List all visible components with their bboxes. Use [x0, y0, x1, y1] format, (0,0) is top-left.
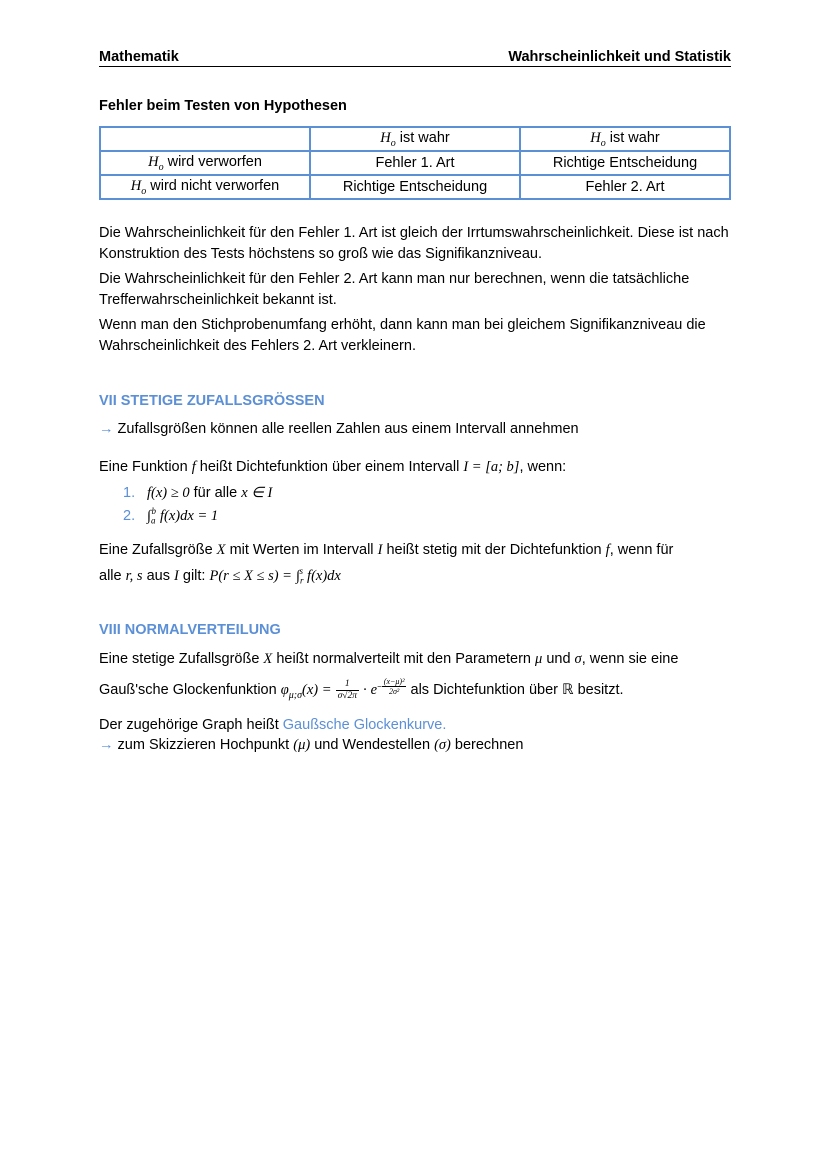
table-header-cell: $H_o$ ist wahr — [310, 127, 520, 151]
arrow-icon: → — [99, 421, 114, 437]
table-cell: Fehler 2. Art — [520, 175, 730, 199]
bell-curve-link[interactable]: Gaußsche Glockenkurve. — [282, 717, 447, 733]
paragraph-error-type-2: Die Wahrscheinlichkeit für den Fehler 2. Art kann man nur berechnen, wenn die tatsächliche Trefferwahrscheinlichkeit bekannt ist. — [99, 271, 690, 308]
table-row-label: $H_o$ wird nicht verworfen — [100, 175, 310, 199]
density-definition: Eine Funktion f heißt Dichtefunktion über einem Intervall I = [a; b], wenn: — [99, 459, 567, 475]
section-title-continuous: VII STETIGE ZUFALLSGRÖSSEN — [99, 393, 325, 409]
page-header — [99, 49, 731, 67]
continuous-intro: → Zufallsgrößen können alle reellen Zahlen aus einem Intervall annehmen — [99, 421, 579, 437]
table-cell: Richtige Entscheidung — [310, 175, 520, 199]
section-title-normal: VIII NORMALVERTEILUNG — [99, 622, 281, 638]
arrow-icon: → — [99, 737, 114, 753]
hypothesis-title: Fehler beim Testen von Hypothesen — [99, 98, 347, 114]
list-item: 2. $\int_a^b$ f(x)dx = 1 — [123, 506, 219, 526]
table-cell-empty — [100, 127, 310, 151]
normal-definition: Eine stetige Zufallsgröße X heißt normalverteilt mit den Parametern μ und σ, wenn sie eine — [99, 651, 679, 667]
gauss-function-line: Gauß'sche Glockenfunktion $\varphi_{\mu;\sigma}(x)$ = $\frac{1}{\sigma√2\pi}$ · e− $\frac{\text{(x−μ)²}}{\text{2σ²}}$ als Dichtefunktion über ℝ besitzt. — [99, 676, 624, 701]
sketch-hint-line: → zum Skizzieren Hochpunkt (μ) und Wendestellen (σ) berechnen — [99, 737, 524, 753]
gauss-fraction: $\frac{1}{\sigma√2\pi}$ — [337, 678, 357, 701]
hypothesis-error-table — [99, 126, 731, 200]
paragraph-error-type-1: Die Wahrscheinlichkeit für den Fehler 1. Art ist gleich der Irrtumswahrscheinlichkeit. Diese ist nach Konstruktion des Tests höchstens so groß wie das Signifikanzniveau. — [99, 225, 729, 262]
table-row — [100, 175, 730, 199]
header-subject: Mathematik — [99, 49, 179, 65]
table-row — [100, 127, 730, 151]
bell-curve-line: Der zugehörige Graph heißt Gaußsche Glockenkurve. — [99, 717, 447, 733]
continuous-definition: Eine Zufallsgröße X mit Werten im Intervall I heißt stetig mit der Dichtefunktion f, wenn für alle r, s aus I gilt: $P(r \le X \le s) = \int_r^s$ f(x)dx — [99, 542, 674, 586]
list-item: 1. f(x) ≥ 0 für alle x ∈ I — [123, 485, 273, 501]
header-topic: Wahrscheinlichkeit und Statistik — [508, 49, 731, 65]
table-header-cell: $H_o$ ist wahr — [520, 127, 730, 151]
table-cell: Fehler 1. Art — [310, 151, 520, 175]
table-cell: Richtige Entscheidung — [520, 151, 730, 175]
paragraph-sample-size: Wenn man den Stichprobenumfang erhöht, dann kann man bei gleichem Signifikanzniveau die Wahrscheinlichkeit des Fehlers 2. Art verkleinern. — [99, 317, 706, 354]
table-row — [100, 151, 730, 175]
table-row-label: $H_o$ wird verworfen — [100, 151, 310, 175]
